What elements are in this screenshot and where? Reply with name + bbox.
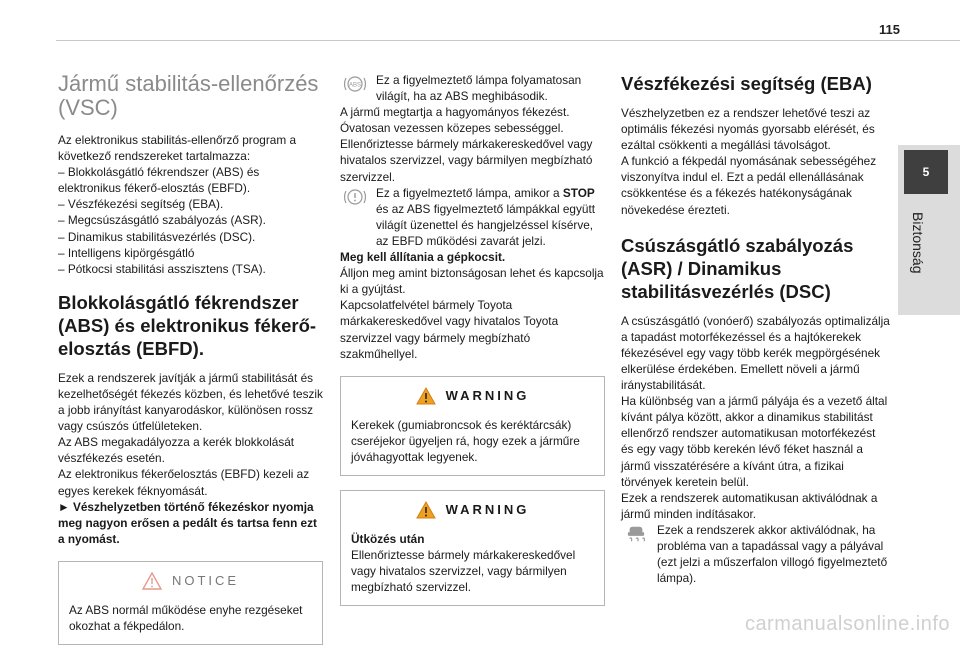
vsc-item: – Megcsúszásgátló szabályozás (ASR).	[58, 213, 266, 228]
col2-para: Ellenőriztesse bármely márkakereskedővel vagy hivatalos szervizzel, vagy bármilyen megbízható szervizzel.	[340, 137, 593, 184]
svg-text:ABS: ABS	[348, 82, 362, 89]
ebfd-lamp-text	[376, 185, 605, 249]
warning-text: Ellenőriztesse bármely márkakereskedővel vagy hivatalos szervizzel, vagy bármilyen megbízható szervizzel.	[351, 548, 576, 595]
chapter-title: Biztonság	[910, 212, 926, 274]
vsc-intro: Az elektronikus stabilitás-ellenőrző program a következő rendszereket tartalmazza:	[58, 133, 297, 164]
vsc-item: – Intelligens kipörgésgátló	[58, 245, 195, 260]
column-3	[621, 72, 891, 586]
notice-header	[69, 572, 312, 590]
abs-warning-icon	[342, 74, 368, 94]
warning-text: Kerekek (gumiabroncsok és keréktárcsák) cseréjekor ügyeljen rá, hogy ezek a járműre jóváhagyottak legyenek.	[351, 417, 580, 464]
heading-eba: Vészfékezési segítség (EBA)	[621, 73, 872, 94]
notice-triangle-icon	[142, 572, 162, 590]
col2-para: Kapcsolatfelvétel bármely Toyota márkakereskedővel vagy hivatalos Toyota szervizzel vagy bármely megbízható szakműhellyel.	[340, 298, 559, 361]
warning-header	[351, 387, 594, 405]
ebfd-text-post: és az ABS figyelmeztető lámpákkal együtt világít üzenettel és hangjelzéssel kísérve, az EBFD működési zavarát jelzi.	[376, 201, 596, 248]
chapter-number: 5	[904, 150, 948, 194]
skid-lamp-text: Ezek a rendszerek akkor aktiválódnak, ha probléma van a tapadással vagy a pályával (ezt jelzi a műszerfalon villogó figyelmeztető lámpa).	[657, 522, 888, 586]
stop-vehicle-instruction: Meg kell állítania a gépkocsit.	[340, 250, 506, 265]
col2-para: A jármű megtartja a hagyományos fékezést. Óvatosan vezessen közepes sebességgel.	[340, 105, 570, 136]
warning-box-2	[340, 490, 605, 606]
abs-lamp-text: Ez a figyelmeztető lámpa folyamatosan világít, ha az ABS meghibásodik.	[376, 73, 582, 104]
vsc-item: – Pótkocsi stabilitási asszisztens (TSA).	[58, 261, 266, 276]
notice-box	[58, 561, 323, 645]
stop-label: STOP	[562, 185, 595, 200]
warning-label: WARNING	[445, 501, 530, 517]
skid-car-icon	[623, 524, 649, 544]
brake-warning-icon	[342, 187, 368, 207]
abs-lamp-row	[340, 72, 605, 104]
col2-para: Álljon meg amint biztonságosan lehet és kapcsolja ki a gyújtást.	[340, 266, 604, 297]
warning-triangle-icon	[416, 387, 436, 405]
asr-para: Ezek a rendszerek automatikusan aktiválódnak a jármű minden indításakor.	[621, 490, 878, 521]
eba-para: Vészhelyzetben ez a rendszer lehetővé teszi az optimális fékezési nyomás gyorsabb elérését, és ezáltal csökkenti a megállási távolságot.	[621, 106, 875, 153]
page-number: 115	[879, 22, 900, 37]
abs-para: Az ABS megakadályozza a kerék blokkolását vészfékezés esetén.	[58, 435, 295, 466]
vsc-item: – Dinamikus stabilitásvezérlés (DSC).	[58, 229, 256, 244]
watermark: carmanualsonline.info	[744, 613, 950, 635]
asr-para: Ha különbség van a jármű pályája és a vezető által kívánt pálya között, akkor a dinamikus stabilitást ellenőrző rendszer automatikusan motorfékezést és egy vagy több kerekén lévő féket használ a jármű visszatérésére a kívánt útra, a fizikai törvények keretein belül.	[621, 394, 888, 489]
abs-para: Ezek a rendszerek javítják a jármű stabilitását és kezelhetőségét fékezés közben, és lehetővé teszik a jobb irányítást kanyarodáskor, különösen rossz vagy csúszós útfelületeken.	[58, 370, 323, 434]
warning-title: Ütközés után	[351, 531, 425, 546]
header-rule	[56, 40, 960, 41]
column-1	[58, 72, 323, 645]
eba-para: A funkció a fékpedál nyomásának sebességéhez viszonyítva indul el. Ezt a pedál ellenállásának csökkentése és a fékezés hatékonyságának növekedése érezteti.	[621, 154, 877, 217]
vsc-item: – Vészfékezési segítség (EBA).	[58, 197, 224, 212]
abs-para: Az elektronikus fékerőelosztás (EBFD) kezeli az egyes kerekek féknyomását.	[58, 467, 310, 498]
warning-label: WARNING	[445, 387, 530, 403]
brake-lamp-row	[340, 185, 605, 249]
heading-asr-dsc: Csúszásgátló szabályozás (ASR) / Dinamikus stabilitásvezérlés (DSC)	[621, 234, 854, 302]
section-title-vsc: Jármű stabilitás-ellenőrzés (VSC)	[58, 71, 319, 120]
heading-abs: Blokkolásgátló fékrendszer (ABS) és elektronikus fékerő-elosztás (EBFD).	[58, 291, 317, 359]
notice-text: Az ABS normál működése enyhe rezgéseket okozhat a fékpedálon.	[69, 602, 303, 633]
asr-para: A csúszásgátló (vonóerő) szabályozás optimalizálja a tapadást motorfékezéssel és a hajtókerekek fékezésével egy vagy több kerék megpörgésének elkerülése érdekében. Emellett növeli a jármű iránystabilitását.	[621, 313, 890, 393]
warning-box-1	[340, 376, 605, 476]
warning-header	[351, 501, 594, 519]
abs-instruction: ► Vészhelyzetben történő fékezéskor nyomja meg nagyon erősen a pedált és tartsa fenn ezt a nyomást.	[58, 499, 317, 546]
notice-label: NOTICE	[171, 572, 240, 588]
warning-triangle-icon	[416, 501, 436, 519]
skid-lamp-row	[621, 522, 891, 586]
vsc-item: – Blokkolásgátló fékrendszer (ABS) és elektronikus fékerő-elosztás (EBFD).	[58, 165, 260, 196]
column-2	[340, 72, 605, 606]
ebfd-text-pre: Ez a figyelmeztető lámpa, amikor a	[376, 185, 563, 200]
